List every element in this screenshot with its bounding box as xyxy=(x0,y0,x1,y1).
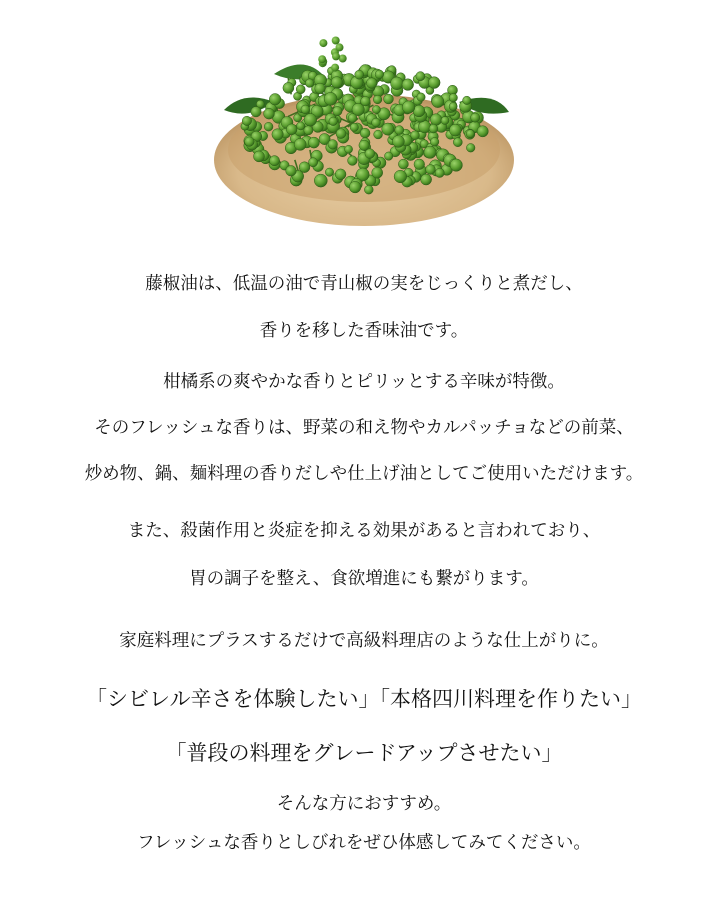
text-line-7: 胃の調子を整え、食欲増進にも繋がります。 xyxy=(189,569,539,589)
pepper-bowl-image xyxy=(204,32,524,232)
text-line-2: 香りを移した香味油です。 xyxy=(259,321,469,341)
text-line-12: フレッシュな香りとしびれをぜひ体感してみてください。 xyxy=(137,833,591,853)
text-line-6: また、殺菌作用と炎症を抑える効果があると言われており、 xyxy=(127,521,601,541)
text-line-1: 藤椒油は、低温の油で青山椒の実をじっくりと煮だし、 xyxy=(145,274,583,294)
text-line-9: 「シビレル辛さを体験したい」「本格四川料理を作りたい」 xyxy=(86,687,642,711)
text-line-5: 炒め物、鍋、麺料理の香りだしや仕上げ油としてご使用いただけます。 xyxy=(84,464,644,484)
text-line-11: そんな方におすすめ。 xyxy=(276,794,452,814)
text-line-3: 柑橘系の爽やかな香りとピリッとする辛味が特徴。 xyxy=(163,372,565,392)
text-line-8: 家庭料理にプラスするだけで高級料理店のような仕上がりに。 xyxy=(119,631,609,651)
text-line-4: そのフレッシュな香りは、野菜の和え物やカルパッチョなどの前菜、 xyxy=(94,418,634,438)
text-line-10: 「普段の料理をグレードアップさせたい」 xyxy=(165,741,563,765)
